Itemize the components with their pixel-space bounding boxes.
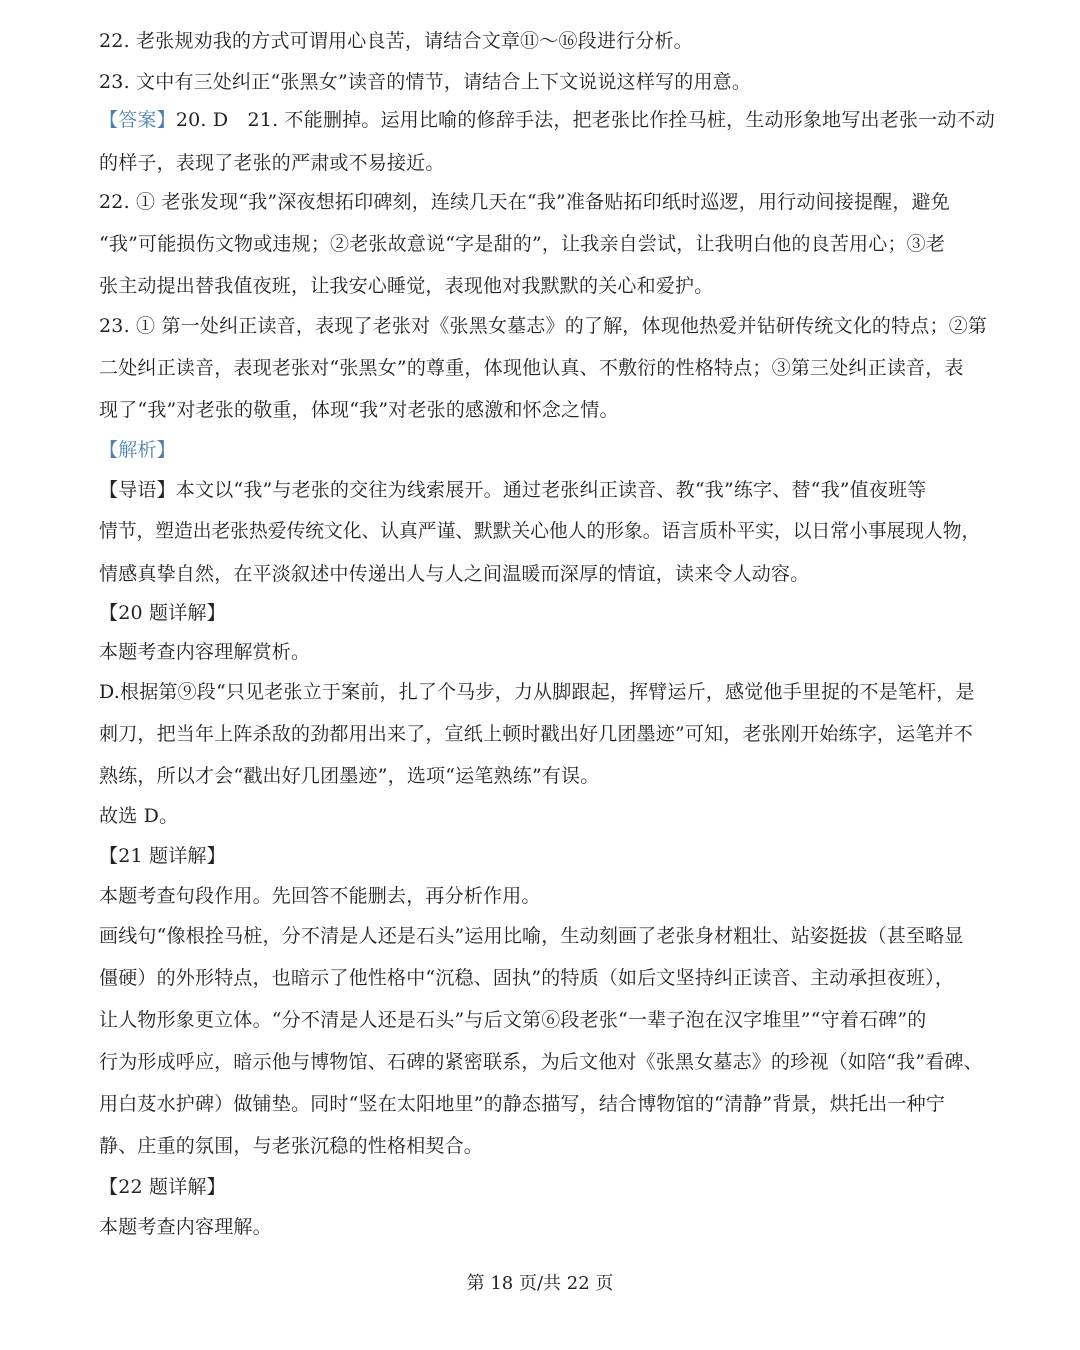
answer-22-line-1: 22. ① 老张发现“我”深夜想拓印碑刻，连续几天在“我”准备贴拓印纸时巡逻，用行动间接提醒，避免: [99, 191, 950, 213]
intro-line-3: 情感真挚自然，在平淡叙述中传递出人与人之间温暖而深厚的情谊，读来令人动容。: [99, 563, 810, 585]
q22-detail-line-1: 本题考查内容理解。: [99, 1216, 272, 1238]
answer-23-line-1: 23. ① 第一处纠正读音，表现了老张对《张黑女墓志》的了解，体现他热爱并钻研传统文化的特点；②第: [99, 315, 988, 337]
q20-detail-line-3: 刺刀，把当年上阵杀敌的劲都用出来了，宣纸上顿时戳出好几团墨迹”可知，老张刚开始练字，运笔并不: [99, 723, 973, 745]
answer-22-line-2: “我”可能损伤文物或违规；②老张故意说“字是甜的”，让我亲自尝试，让我明白他的良苦用心；③老: [99, 233, 946, 255]
q20-detail-heading: 【20 题详解】: [99, 602, 226, 624]
page-number: 第 18 页/共 22 页: [466, 1273, 614, 1294]
q22-detail-heading: 【22 题详解】: [99, 1176, 226, 1198]
q20-detail-line-2: D.根据第⑨段“只见老张立于案前，扎了个马步，力从脚跟起，挥臂运斤，感觉他手里捉的不是笔杆，是: [99, 681, 975, 703]
analysis-label: 【解析】: [99, 439, 176, 461]
q21-detail-heading: 【21 题详解】: [99, 845, 226, 867]
answer-22-line-3: 张主动提出替我值夜班，让我安心睡觉，表现他对我默默的关心和爱护。: [99, 275, 714, 297]
answer-23-line-2: 二处纠正读音，表现老张对“张黑女”的尊重，体现他认真、不敷衍的性格特点；③第三处纠正读音，表: [99, 357, 964, 379]
answer-label: 【答案】: [99, 109, 176, 131]
q21-detail-line-2: 画线句“像根拴马桩，分不清是人还是石头”运用比喻，生动刻画了老张身材粗壮、站姿挺拔（甚至略显: [99, 925, 964, 947]
q21-detail-line-5: 行为形成呼应，暗示他与博物馆、石碑的紧密联系，为后文他对《张黑女墓志》的珍视（如陪“我”看碑、: [99, 1051, 983, 1073]
answer-line-1: [99, 108, 995, 132]
intro-line-2: 情节，塑造出老张热爱传统文化、认真严谨、默默关心他人的形象。语言质朴平实，以日常小事展现人物，: [99, 521, 981, 542]
answer-line-2: 的样子，表现了老张的严肃或不易接近。: [99, 152, 445, 174]
answer-23-line-3: 现了“我”对老张的敬重，体现“我”对老张的感激和怀念之情。: [99, 399, 619, 421]
question-22: 22. 老张规劝我的方式可谓用心良苦，请结合文章⑪～⑯段进行分析。: [99, 30, 693, 52]
q20-detail-line-1: 本题考查内容理解赏析。: [99, 641, 311, 663]
q20-detail-line-5: 故选 D。: [99, 805, 179, 827]
answer-text: 20. D 21. 不能删掉。运用比喻的修辞手法，把老张比作拴马桩，生动形象地写出老张一动不动: [175, 109, 995, 131]
q21-detail-line-7: 静、庄重的氛围，与老张沉稳的性格相契合。: [99, 1135, 484, 1157]
q21-detail-line-6: 用白芨水护碑）做铺垫。同时“竖在太阳地里”的静态描写，结合博物馆的“清静”背景，烘托出一种宁: [99, 1093, 946, 1115]
q21-detail-line-3: 僵硬）的外形特点，也暗示了他性格中“沉稳、固执”的特质（如后文坚持纠正读音、主动承担夜班），: [99, 967, 955, 989]
q21-detail-line-4: 让人物形象更立体。“分不清是人还是石头”与后文第⑥段老张“一辈子泡在汉字堆里”“守着石碑”的: [99, 1009, 927, 1031]
question-23: 23. 文中有三处纠正“张黑女”读音的情节，请结合上下文说说这样写的用意。: [99, 71, 752, 93]
intro-line-1: 【导语】本文以“我”与老张的交往为线索展开。通过老张纠正读音、教“我”练字、替“我”值夜班等: [99, 479, 927, 501]
q21-detail-line-1: 本题考查句段作用。先回答不能删去，再分析作用。: [99, 885, 541, 907]
q20-detail-line-4: 熟练，所以才会“戳出好几团墨迹”，选项“运笔熟练”有误。: [99, 765, 600, 787]
